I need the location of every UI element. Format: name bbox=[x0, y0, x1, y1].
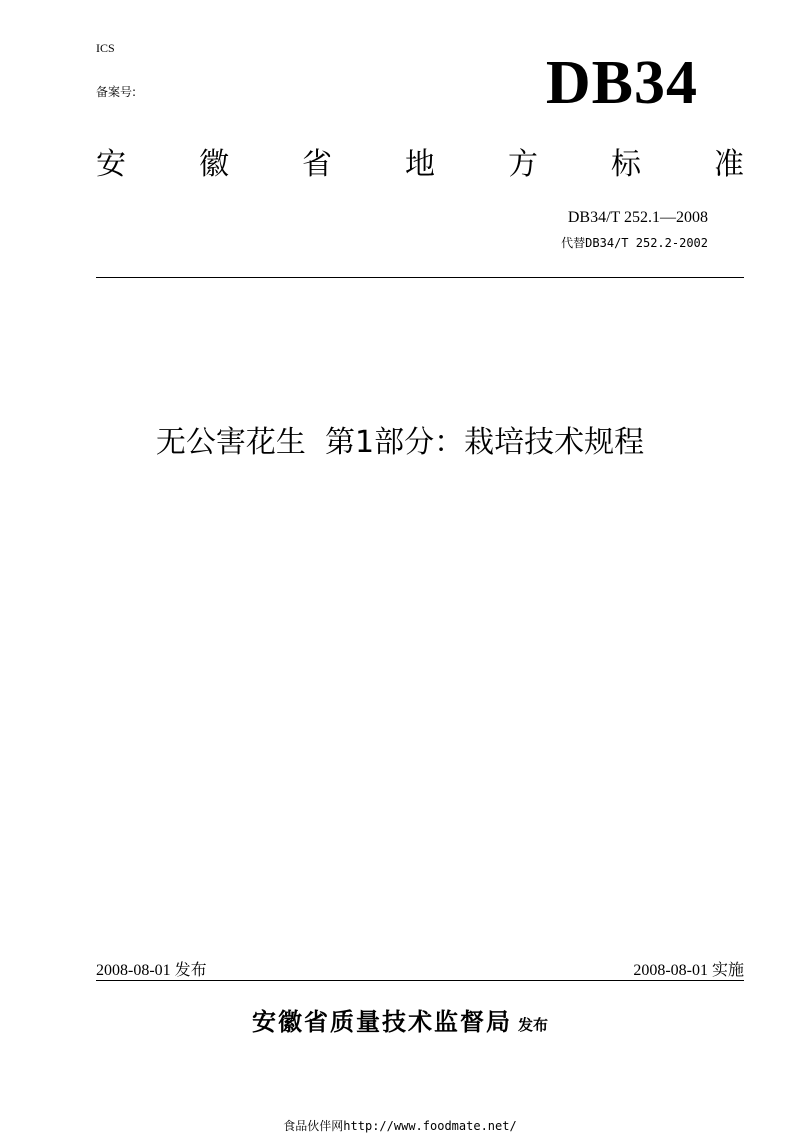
ics-label: ICS bbox=[96, 41, 115, 55]
standard-type-char: 安 bbox=[96, 147, 126, 182]
issuer-name: 安徽省质量技术监督局 bbox=[251, 1008, 512, 1036]
standard-type-title bbox=[96, 147, 744, 182]
bottom-divider bbox=[96, 980, 744, 981]
filing-number-label: 备案号: bbox=[96, 85, 137, 99]
implement-date: 2008-08-01 实施 bbox=[633, 962, 744, 979]
top-divider bbox=[96, 277, 744, 278]
publish-date: 2008-08-01 发布 bbox=[96, 962, 207, 979]
document-title: 无公害花生 第1部分：栽培技术规程 bbox=[155, 425, 645, 460]
standard-code: DB34 bbox=[545, 49, 698, 117]
standard-number: DB34/T 252.1—2008 bbox=[567, 209, 708, 226]
standard-type-char: 地 bbox=[405, 147, 435, 182]
standard-type-char: 标 bbox=[611, 147, 641, 182]
replaces-standard: 代替DB34/T 252.2-2002 bbox=[561, 236, 708, 250]
issuer-suffix: 发布 bbox=[517, 1016, 548, 1034]
standard-type-char: 省 bbox=[302, 147, 332, 182]
standard-type-char: 准 bbox=[714, 147, 744, 182]
standard-type-char: 徽 bbox=[199, 147, 229, 182]
issuer-line bbox=[0, 1010, 800, 1034]
footer-source: 食品伙伴网http://www.foodmate.net/ bbox=[283, 1119, 517, 1133]
standard-type-char: 方 bbox=[508, 147, 538, 182]
